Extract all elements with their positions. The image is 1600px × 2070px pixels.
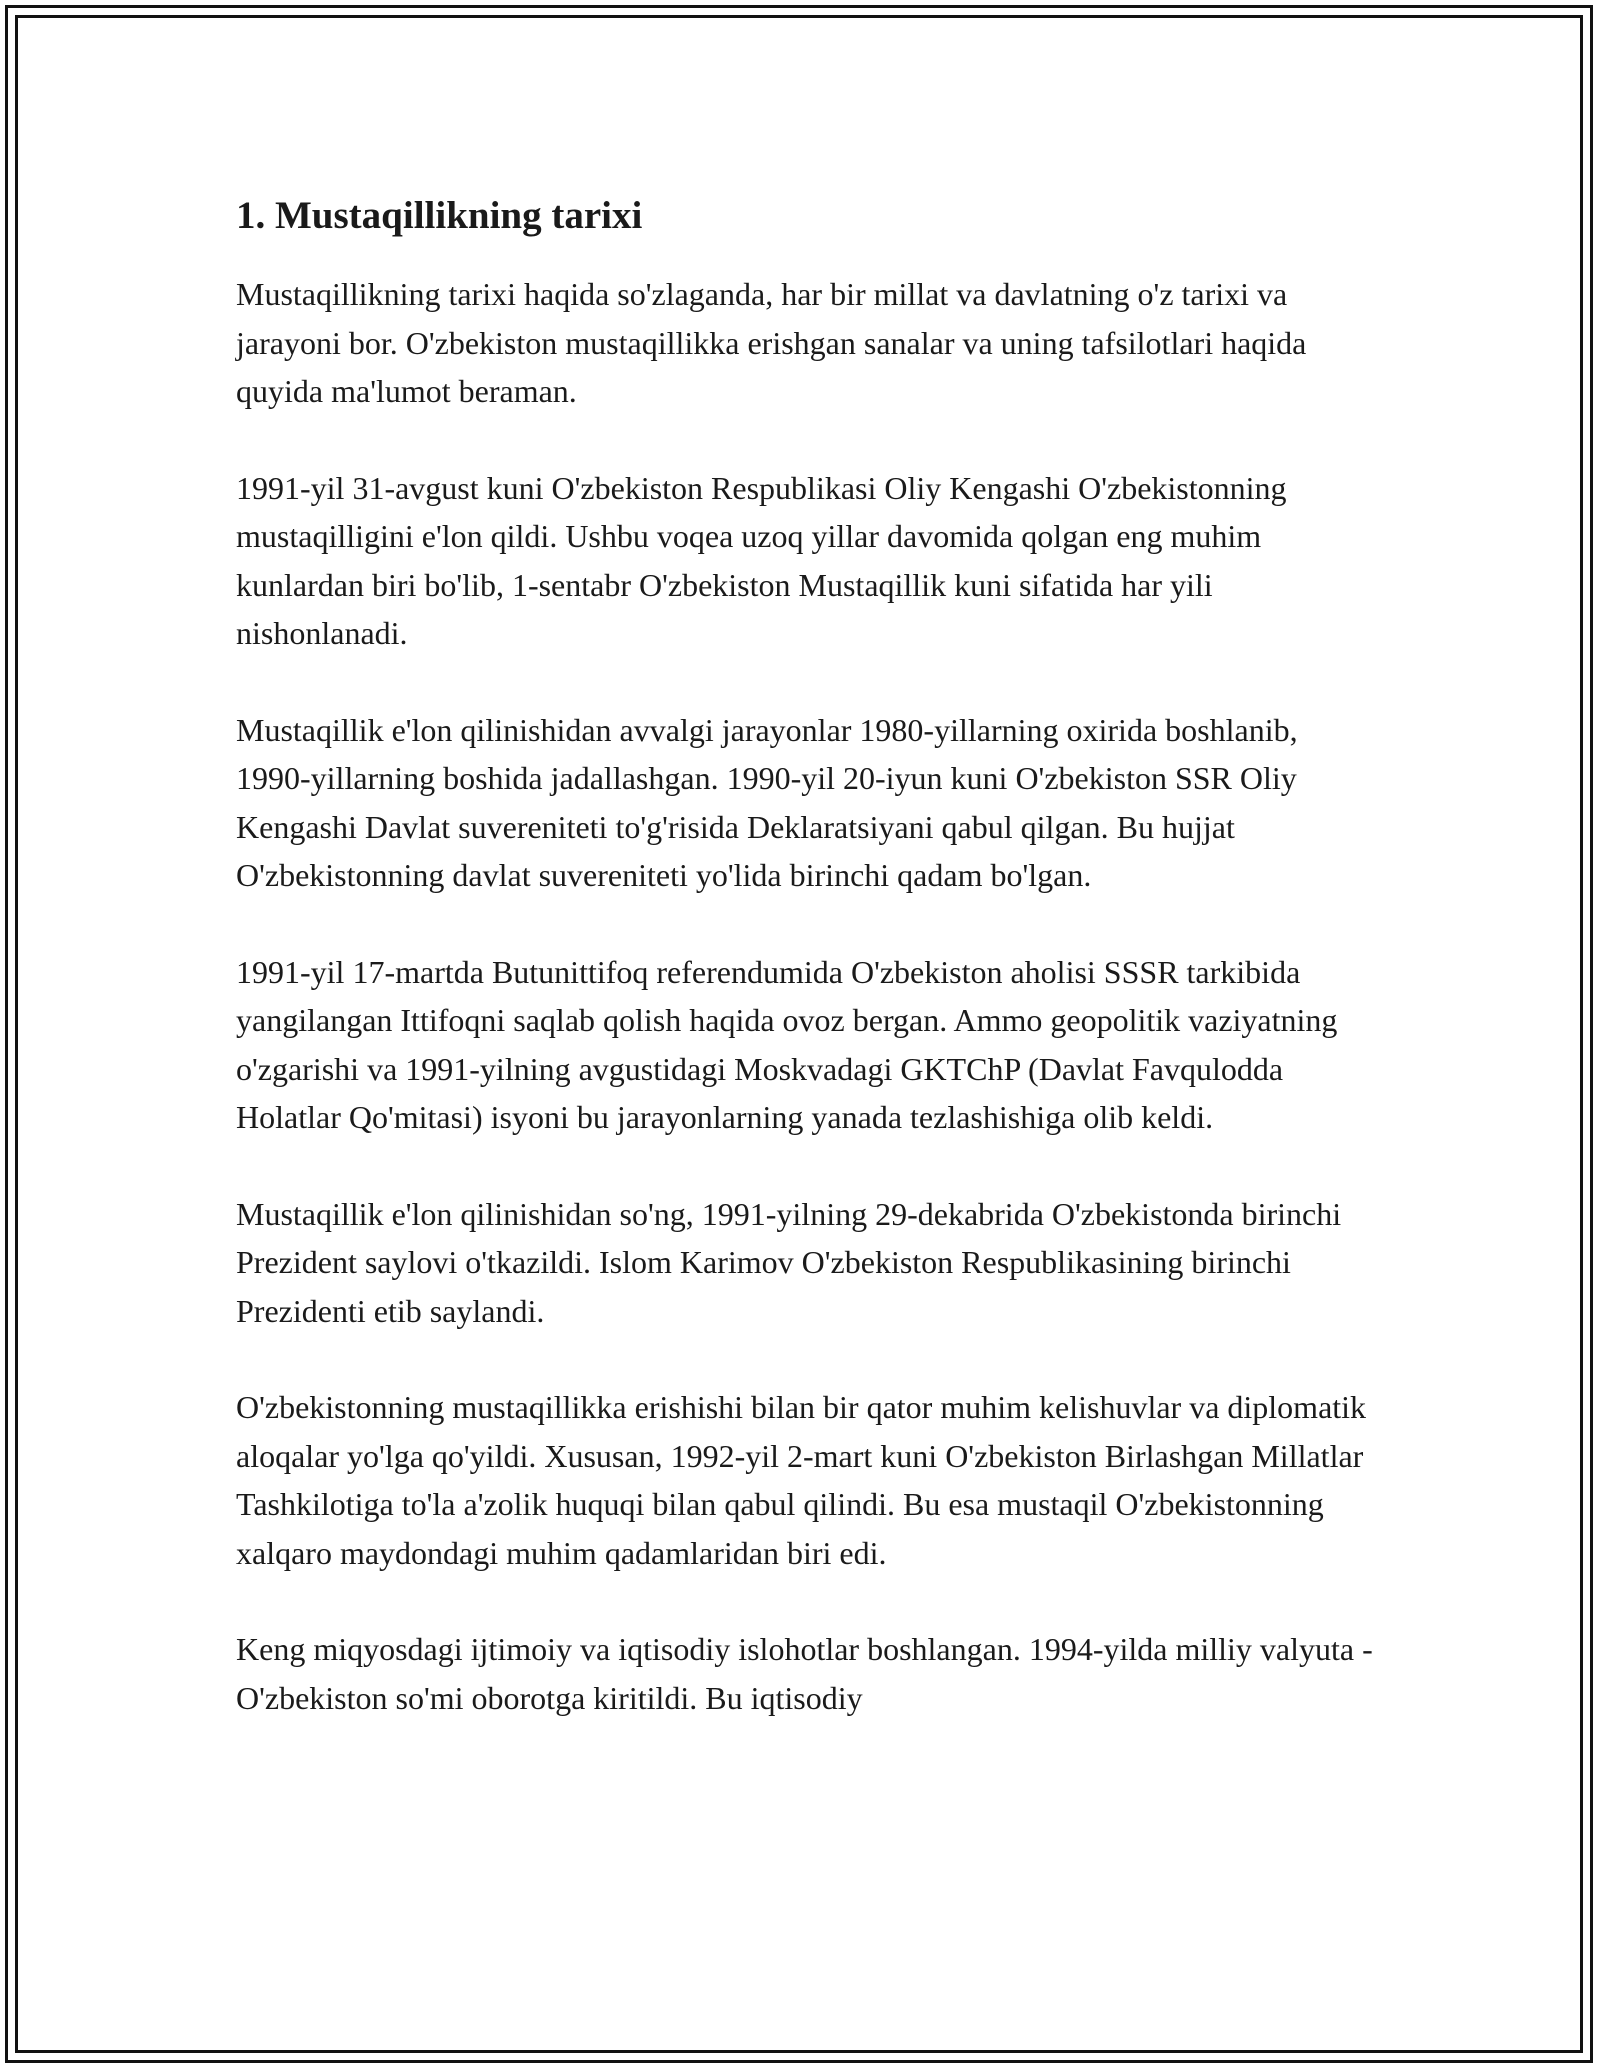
paragraph-1: Mustaqillikning tarixi haqida so'zlaganda, har bir millat va davlatning o'z tarixi va jarayoni bor. O'zbekiston mustaqillikka erishgan sanalar va uning tafsilotlari haqida quyida ma'lumot beraman.	[236, 276, 1307, 409]
paragraph-6: O'zbekistonning mustaqillikka erishishi bilan bir qator muhim kelishuvlar va diplomatik aloqalar yo'lga qo'yildi. Xususan, 1992-yil 2-mart kuni O'zbekiston Birlashgan Millatlar Tashkilotiga to'la a'zolik huquqi bilan qabul qilindi. Bu esa mustaqil O'zbekistonning xalqaro maydondagi muhim qadamlaridan biri edi.	[236, 1389, 1367, 1571]
paragraph-4: 1991-yil 17-martda Butunittifoq referendumida O'zbekiston aholisi SSSR tarkibida yangilangan Ittifoqni saqlab qolish haqida ovoz bergan. Ammo geopolitik vaziyatning o'zgarishi va 1991-yilning avgustidagi Moskvadagi GKTChP (Davlat Favqulodda Holatlar Qo'mitasi) isyoni bu jarayonlarning yanada tezlashishiga olib keldi.	[236, 953, 1338, 1135]
document-body	[236, 190, 1376, 1770]
paragraph-3: Mustaqillik e'lon qilinishidan avvalgi jarayonlar 1980-yillarning oxirida boshlanib, 1990-yillarning boshida jadallashgan. 1990-yil 20-iyun kuni O'zbekiston SSR Oliy Kengashi Davlat suvereniteti to'g'risida Deklaratsiyani qabul qilgan. Bu hujjat O'zbekistonning davlat suvereniteti yo'lida birinchi qadam bo'lgan.	[236, 711, 1298, 893]
paragraph-2: 1991-yil 31-avgust kuni O'zbekiston Respublikasi Oliy Kengashi O'zbekistonning mustaqilligini e'lon qildi. Ushbu voqea uzoq yillar davomida qolgan eng muhim kunlardan biri bo'lib, 1-sentabr O'zbekiston Mustaqillik kuni sifatida har yili nishonlanadi.	[236, 469, 1287, 651]
paragraph-7: Keng miqyosdagi ijtimoiy va iqtisodiy islohotlar boshlangan. 1994-yilda milliy valyuta - O'zbekiston so'mi oborotga kiritildi. Bu iqtisodiy	[236, 1631, 1373, 1716]
section-heading: 1. Mustaqillikning tarixi	[236, 194, 643, 237]
paragraph-5: Mustaqillik e'lon qilinishidan so'ng, 1991-yilning 29-dekabrida O'zbekistonda birinchi Prezident saylovi o'tkazildi. Islom Karimov O'zbekiston Respublikasining birinchi Prezidenti etib saylandi.	[236, 1195, 1342, 1329]
